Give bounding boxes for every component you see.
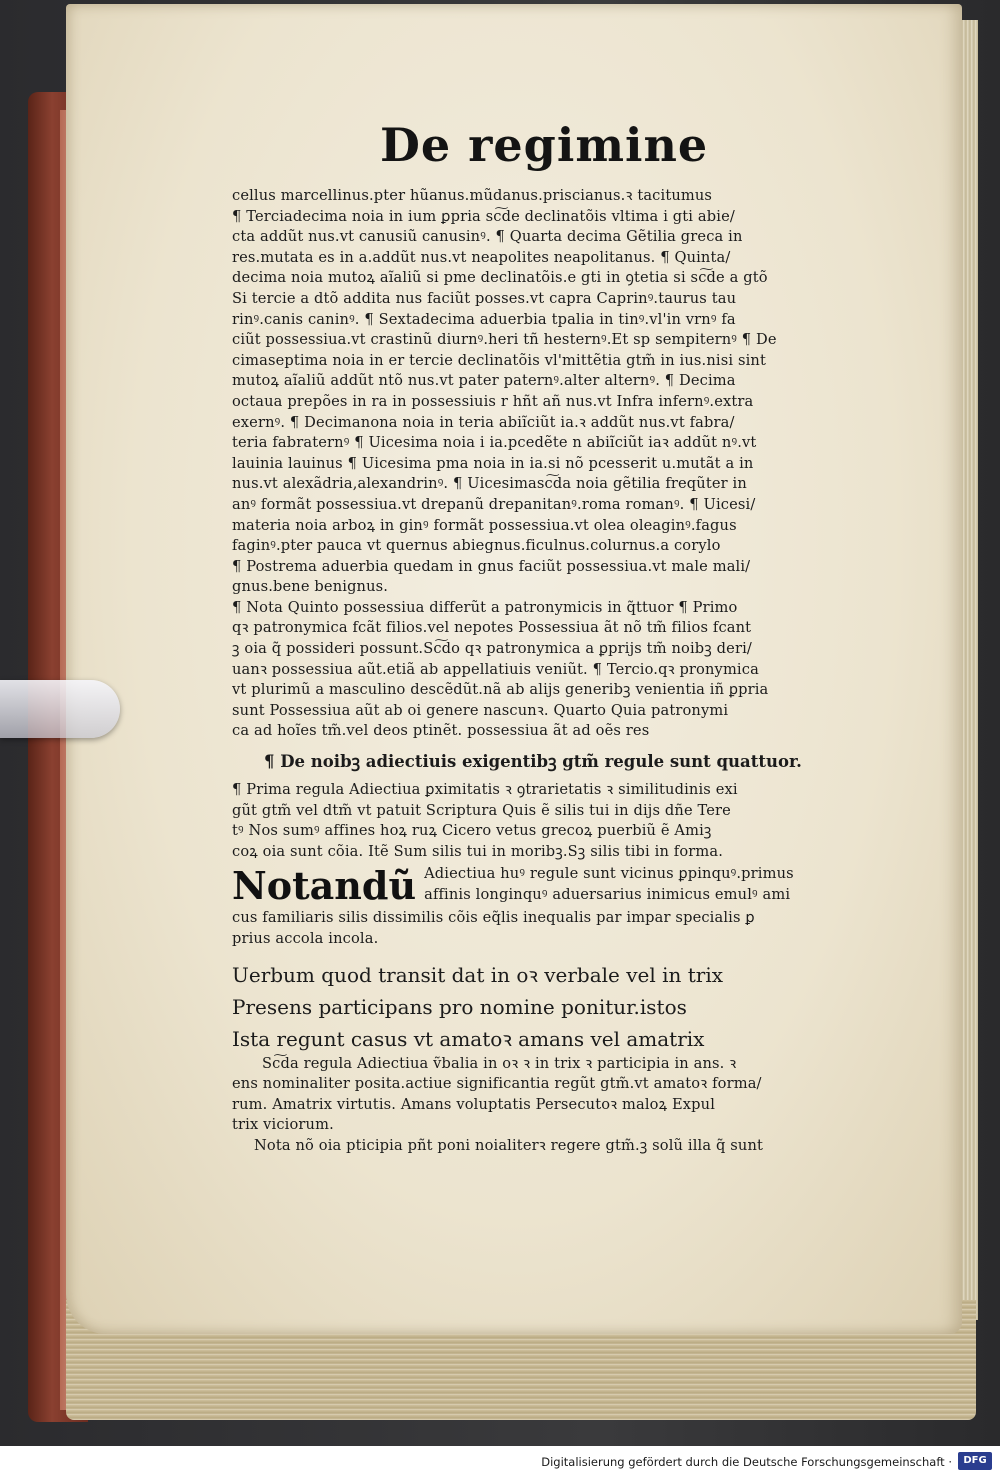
text-line: Adiectiua huꝰ regule sunt vicinus ꝑpinquꝰ.primus <box>424 865 794 883</box>
paragraph-block-d <box>232 1054 832 1157</box>
text-line: uanꝛ possessiua aũt.etiã ab appellatiuis veniũt. ¶ Tercio.qꝛ pronymica <box>232 660 759 678</box>
verse-line: Presens participans pro nomine ponitur.istos <box>232 994 687 1019</box>
paragraph-block-c <box>232 908 832 949</box>
text-line: cta addũt nus.vt canusiũ canusinꝰ. ¶ Quarta decima Gẽtilia greca in <box>232 228 743 246</box>
text-line: qꝛ patronymica fcãt filios.vel nepotes Possessiua ãt nõ tm̃ filios fcant <box>232 619 752 637</box>
text-line: octaua prepões in ra in possessiuis r hñt añ nus.vt Infra infernꝰ.extra <box>232 392 754 410</box>
text-line: prius accola incola. <box>232 930 379 947</box>
text-line: vt plurimũ a masculino descẽdũt.nã ab alijs generibꝫ venientia iñ ꝑpria <box>232 681 769 699</box>
verse-line: Ista regunt casus vt amatoꝛ amans vel amatrix <box>232 1026 705 1051</box>
text-line: ¶ Nota Quinto possessiua differũt a patronymicis in q̃ttuor ¶ Primo <box>232 598 738 616</box>
text-line: Nota nõ oia pticipia pñt poni noialiterꝛ regere gtm̃.ꝫ solũ illa q̃ sunt <box>254 1136 764 1154</box>
text-line: ¶ Postrema aduerbia quedam in gnus faciũt possessiua.vt male mali/ <box>232 557 751 575</box>
section-heading: ¶ De noibꝫ adiectiuis exigentibꝫ gtm̃ regule sunt quattuor. <box>264 752 802 772</box>
text-line: teria fabraternꝰ ¶ Uicesima noia i ia.pcedẽte n abiĩciũt iaꝛ addũt nꝰ.vt <box>232 434 757 452</box>
text-line: sunt Possessiua aũt ab oi genere nascunꝛ. Quarto Quia patronymi <box>232 701 729 719</box>
text-line: decima noia mutoꝝ aĩaliũ si pme declinatõis.e gti in ꝯtetia si sc͠de a gtõ <box>232 269 768 287</box>
notandum-initial-word: Notandũ <box>232 863 417 909</box>
text-line: ens nominaliter posita.actiue significantia regũt gtm̃.vt amatoꝛ forma/ <box>232 1075 762 1093</box>
dfg-logo-text: DFG <box>963 1455 987 1466</box>
text-line: Sc͠da regula Adiectiua ṽbalia in oꝛ ꝛ in trix ꝛ participia in ans. ꝛ <box>262 1054 737 1072</box>
text-line: ca ad hoĩes tm̃.vel deos ptinẽt. possessiua ãt ad oẽs res <box>232 722 650 740</box>
text-line: nus.vt alexãdria,alexandrinꝰ. ¶ Uicesimasc͠da noia gẽtilia freqũter in <box>232 475 747 493</box>
paragraph-block-a <box>232 186 832 742</box>
text-line: cimaseptima noia in er tercie declinatõis vl'mittẽtia gtm̃ in ius.nisi sint <box>232 351 766 369</box>
main-text-block <box>232 186 832 1157</box>
notandum-block <box>232 864 832 908</box>
text-line: materia noia arboꝝ in ginꝰ formãt possessiua.vt olea oleaginꝰ.fagus <box>232 516 737 534</box>
footer-credit: Digitalisierung gefördert durch die Deutsche Forschungsgemeinschaft · <box>541 1455 952 1469</box>
notandum-lines <box>424 864 794 905</box>
text-line: affinis longinquꝰ aduersarius inimicus emulꝰ ami <box>424 886 791 903</box>
text-line: coꝝ oia sunt cõia. Itẽ Sum silis tui in moribꝫ.Sꝫ silis tibi in forma. <box>232 842 724 860</box>
text-line: res.mutata es in a.addũt nus.vt neapolites neapolitanus. ¶ Quinta/ <box>232 248 731 266</box>
text-line: tꝰ Nos sumꝰ affines hoꝝ ruꝝ Cicero vetus grecoꝝ puerbiũ ẽ Amiꝫ <box>232 822 712 840</box>
text-line: ꝫ oia q̃ possideri possunt.Sc͠do qꝛ patronymica a ꝑprijs tm̃ noibꝫ deri/ <box>232 640 752 658</box>
verse-block <box>232 960 832 1054</box>
page-title: De regimine <box>380 118 709 172</box>
paragraph-block-b <box>232 780 832 862</box>
text-line: mutoꝝ aĩaliũ addũt ntõ nus.vt pater paternꝰ.alter alternꝰ. ¶ Decima <box>232 372 736 390</box>
text-line: cus familiaris silis dissimilis cõis eq̃lis inequalis par impar specialis ꝑ <box>232 909 755 927</box>
text-line: faginꝰ.pter pauca vt quernus abiegnus.ficulnus.colurnus.a corylo <box>232 537 721 555</box>
bookmark-strip <box>0 680 120 738</box>
text-line: lauinia lauinus ¶ Uicesima pma noia in ia.si nõ pcesserit u.mutãt a in <box>232 454 754 472</box>
text-line: gũt gtm̃ vel dtm̃ vt patuit Scriptura Quis ẽ silis tui in dijs dñe Tere <box>232 801 731 819</box>
verse-line: Uerbum quod transit dat in oꝛ verbale vel in trix <box>232 962 724 987</box>
text-line: ¶ Terciadecima noia in ium ꝑpria sc͠de declinatõis vltima i gti abie/ <box>232 207 735 225</box>
text-line: gnus.bene benignus. <box>232 578 389 596</box>
text-line: Si tercie a dtõ addita nus faciũt posses.vt capra Caprinꝰ.taurus tau <box>232 289 737 307</box>
text-line: rinꝰ.canis caninꝰ. ¶ Sextadecima aduerbia tpalia in tinꝰ.vl'in vrnꝰ fa <box>232 310 736 328</box>
text-line: ciũt possessiua.vt crastinũ diurnꝰ.heri tñ hesternꝰ.Et sp sempiternꝰ ¶ De <box>232 331 777 349</box>
text-line: trix viciorum. <box>232 1116 334 1134</box>
text-line: cellus marcellinus.pter hũanus.mũdanus.priscianus.ꝛ tacitumus <box>232 187 713 204</box>
text-line: exernꝰ. ¶ Decimanona noia in teria abiĩciũt ia.ꝛ addũt nus.vt fabra/ <box>232 413 735 431</box>
text-line: ¶ Prima regula Adiectiua ꝑximitatis ꝛ ꝯtrarietatis ꝛ similitudinis exi <box>232 781 738 799</box>
text-line: anꝰ formãt possessiua.vt drepanũ drepanitanꝰ.roma romanꝰ. ¶ Uicesi/ <box>232 495 756 513</box>
dfg-logo <box>958 1452 992 1470</box>
text-line: rum. Amatrix virtutis. Amans voluptatis Persecutoꝛ maloꝝ Expul <box>232 1095 716 1113</box>
